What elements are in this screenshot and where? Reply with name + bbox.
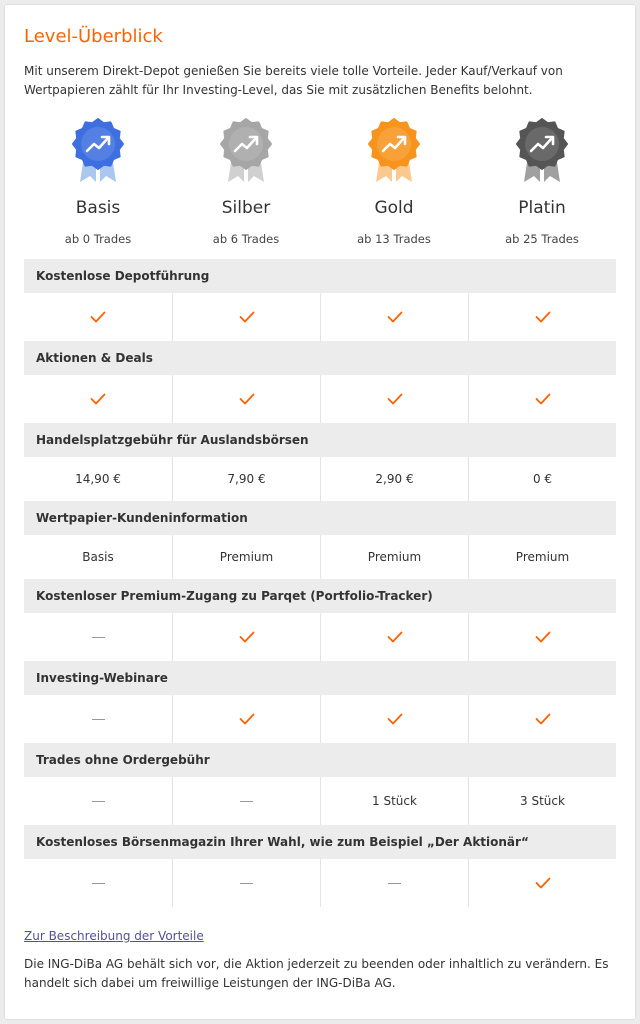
dash-icon: [92, 883, 105, 884]
benefit-label: Wertpapier-Kundeninformation: [24, 501, 616, 535]
benefit-label: Handelsplatzgebühr für Auslandsbörsen: [24, 423, 616, 457]
level-threshold: ab 25 Trades: [505, 232, 579, 246]
benefit-label: Kostenloser Premium-Zugang zu Parqet (Portfolio-Tracker): [24, 579, 616, 613]
level-basis: [24, 118, 172, 246]
level-threshold: ab 6 Trades: [212, 232, 280, 246]
value-cell: Basis: [82, 550, 114, 564]
check-cell: [172, 695, 320, 743]
benefit-label: Investing-Webinare: [24, 661, 616, 695]
checkmark-icon: [535, 713, 551, 725]
level-name: Basis: [75, 198, 121, 218]
table-row: [24, 859, 616, 907]
benefit-label: Aktionen & Deals: [24, 341, 616, 375]
dash-icon: [388, 883, 401, 884]
level-threshold: ab 13 Trades: [357, 232, 431, 246]
disclaimer-text: Die ING-DiBa AG behält sich vor, die Aktion jederzeit zu beenden oder inhaltlich zu verändern. Es handelt sich dabei um freiwillige Leistungen der ING-DiBa AG.: [24, 957, 609, 990]
level-platin: [468, 118, 616, 246]
dash-cell: [24, 777, 172, 825]
checkmark-icon: [239, 713, 255, 725]
checkmark-icon: [387, 311, 403, 323]
dash-icon: [92, 801, 105, 802]
page-title: Level-Überblick: [24, 26, 163, 47]
dash-cell: [172, 859, 320, 907]
dash-cell: [320, 859, 468, 907]
benefit-label: Trades ohne Ordergebühr: [24, 743, 616, 777]
level-name: Platin: [518, 198, 566, 218]
check-cell: [468, 695, 616, 743]
table-row: [24, 535, 616, 579]
dash-icon: [92, 637, 105, 638]
value-cell: Premium: [320, 535, 468, 579]
table-row: [24, 695, 616, 743]
value-cell: Premium: [172, 535, 320, 579]
value-cell: 2,90 €: [320, 457, 468, 501]
check-cell: [320, 695, 468, 743]
check-cell: [468, 293, 616, 341]
intro-text: Mit unserem Direkt-Depot genießen Sie bereits viele tolle Vorteile. Jeder Kauf/Verkauf von Wertpapieren zählt für Ihr Investing-Level, das Sie mit zusätzlichen Benefits belohnt.: [24, 64, 563, 97]
level-overview-card: [5, 5, 635, 1019]
level-name: Silber: [221, 198, 271, 218]
level-name: Gold: [374, 198, 414, 218]
level-silber: [172, 118, 320, 246]
benefit-label: Kostenloses Börsenmagazin Ihrer Wahl, wie zum Beispiel „Der Aktionär“: [24, 825, 616, 859]
check-cell: [24, 293, 172, 341]
checkmark-icon: [387, 713, 403, 725]
dash-cell: [24, 859, 172, 907]
value-cell: 14,90 €: [75, 472, 121, 486]
benefits-description-link[interactable]: Zur Beschreibung der Vorteile: [24, 929, 204, 943]
medal-trend-icon: [514, 118, 570, 184]
dash-cell: [24, 613, 172, 661]
dash-cell: [24, 695, 172, 743]
table-row: [24, 375, 616, 423]
checkmark-icon: [387, 393, 403, 405]
value-cell: 0 €: [468, 457, 616, 501]
check-cell: [468, 613, 616, 661]
check-cell: [468, 375, 616, 423]
table-row: [24, 613, 616, 661]
check-cell: [24, 375, 172, 423]
check-cell: [172, 613, 320, 661]
check-cell: [320, 613, 468, 661]
value-cell: 1 Stück: [320, 777, 468, 825]
medal-trend-icon: [366, 118, 422, 184]
dash-icon: [92, 719, 105, 720]
level-tiers: [24, 118, 616, 248]
checkmark-icon: [387, 631, 403, 643]
table-row: [24, 457, 616, 501]
checkmark-icon: [239, 631, 255, 643]
dash-cell: [172, 777, 320, 825]
dash-icon: [240, 883, 253, 884]
level-gold: [320, 118, 468, 246]
checkmark-icon: [535, 877, 551, 889]
check-cell: [172, 375, 320, 423]
checkmark-icon: [239, 311, 255, 323]
value-cell: Premium: [468, 535, 616, 579]
checkmark-icon: [535, 311, 551, 323]
value-cell: 7,90 €: [172, 457, 320, 501]
check-cell: [320, 375, 468, 423]
medal-trend-icon: [70, 118, 126, 184]
table-row: [24, 293, 616, 341]
check-cell: [320, 293, 468, 341]
checkmark-icon: [535, 631, 551, 643]
dash-icon: [240, 801, 253, 802]
medal-trend-icon: [218, 118, 274, 184]
checkmark-icon: [90, 311, 106, 323]
checkmark-icon: [535, 393, 551, 405]
check-cell: [172, 293, 320, 341]
table-row: [24, 777, 616, 825]
benefit-label: Kostenlose Depotführung: [24, 259, 616, 293]
value-cell: 3 Stück: [468, 777, 616, 825]
check-cell: [468, 859, 616, 907]
level-threshold: ab 0 Trades: [64, 232, 132, 246]
checkmark-icon: [239, 393, 255, 405]
checkmark-icon: [90, 393, 106, 405]
